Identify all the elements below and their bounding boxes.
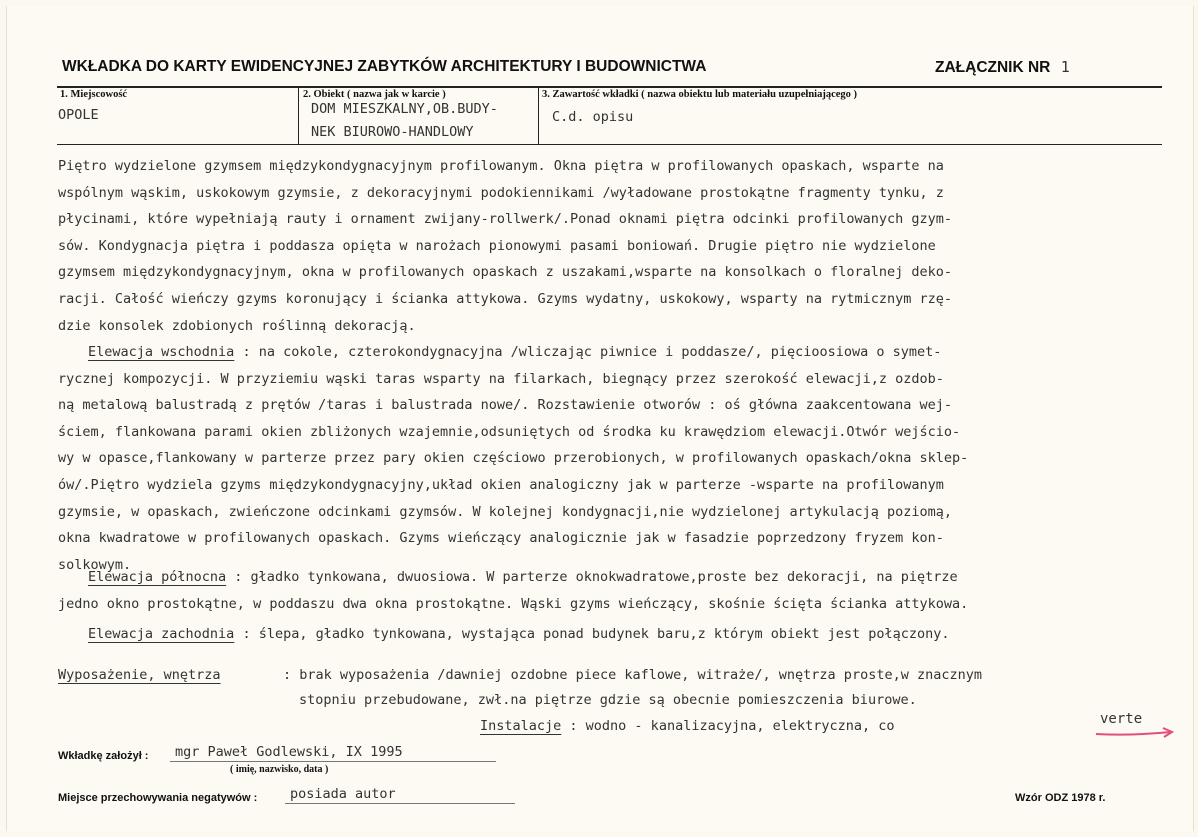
- installations-line: [480, 718, 895, 734]
- verte-note: verte: [1100, 711, 1143, 727]
- east-elevation-heading: Elewacja wschodnia: [88, 344, 235, 360]
- text-line: sów. Kondygnacja piętra i poddasza opięta w narożach pionowymi pasami boniowań. Drugie piętro nie wydzielone: [58, 237, 936, 254]
- place-label: 1. Miejscowość: [60, 89, 128, 100]
- text-line: solkowym.: [58, 556, 132, 573]
- text-line: wy w opasce,flankowany w parterze przez pary okien częściowo przerobionych, w profilowanych opaskach/okna sklep-: [58, 450, 969, 467]
- document-title: WKŁADKA DO KARTY EWIDENCYJNEJ ZABYTKÓW ARCHITEKTURY I BUDOWNICTWA: [62, 58, 707, 75]
- author-value: mgr Paweł Godlewski, IX 1995: [175, 744, 403, 760]
- text-line: Piętro wydzielone gzymsem międzykondygnacyjnym profilowanym. Okna piętra w profilowanych opaskach, wsparte na: [58, 158, 944, 174]
- text-line: rycznej kompozycji. W przyziemiu wąski taras wsparty na filarkach, biegnący przez szerokość elewacji,z ozdob-: [58, 370, 944, 387]
- interiors-line-2: stopniu przebudowane, zwł.na piętrze gdzie są obecnie pomieszczenia biurowe.: [299, 692, 917, 708]
- annex-number: 1: [1060, 58, 1070, 76]
- text-line: dzie konsolek zdobionych roślinną dekoracją.: [58, 317, 416, 334]
- text-line: gzymsem międzykondygnacyjnym, okna w profilowanych opaskach z uszakami,wsparte na konsolkach o floralnej deko-: [58, 264, 953, 281]
- text-line: ów/.Piętro wydziela gzyms międzykondygnacyjny,układ okien analogiczny jak w parterze -wsparte na profilowanym: [58, 476, 944, 493]
- east-elevation-paragraph: [58, 339, 1170, 578]
- text-line: okna kwadratowe w profilowanych opaskach. Gzyms wieńczący analogicznie jak w fasadzie poprzedzony fryzem kon-: [58, 530, 944, 547]
- text-line: [58, 339, 1170, 366]
- negatives-value: posiada autor: [290, 786, 396, 802]
- interiors-line-1: : brak wyposażenia /dawniej ozdobne piece kaflowe, witraże/, wnętrza proste,w znacznym: [283, 667, 982, 683]
- text-line: [58, 564, 1170, 591]
- text-line: gzymsie, w opaskach, zwieńczone odcinkami gzymsów. W kolejnej kondygnacji,nie wydzielonej artykulacją poziomą,: [58, 503, 953, 520]
- object-value-line-2: NEK BIUROWO-HANDLOWY: [311, 124, 474, 140]
- north-elevation-first-line: : gładko tynkowana, dwuosiowa. W parterze oknokwadratowe,proste bez dekoracji, na piętrze: [226, 569, 958, 585]
- north-elevation-heading: Elewacja północna: [88, 569, 227, 585]
- annex-label-text: ZAŁĄCZNIK NR: [935, 59, 1051, 76]
- text-line: [58, 621, 1170, 648]
- annex-label: [935, 58, 1070, 77]
- header-rule: [57, 86, 1162, 88]
- negatives-underline: [285, 803, 515, 804]
- installations-value: : wodno - kanalizacyjna, elektryczna, co: [561, 718, 895, 734]
- west-elevation-paragraph: [58, 621, 1170, 648]
- east-elevation-first-line: : na cokole, czterokondygnacyjna /wliczając piwnice i poddasze/, pięcioosiowa o symet-: [234, 344, 942, 360]
- content-label: 3. Zawartość wkładki ( nazwa obiektu lub materiału uzupełniającego ): [542, 89, 858, 100]
- object-value-line-1: DOM MIESZKALNY,OB.BUDY-: [311, 101, 498, 117]
- west-elevation-first-line: : ślepa, gładko tynkowana, wystająca ponad budynek baru,z którym obiekt jest połączony.: [234, 626, 950, 642]
- north-elevation-paragraph: [58, 564, 1170, 617]
- object-label: 2. Obiekt ( nazwa jak w karcie ): [303, 89, 446, 100]
- text-line: płycinami, które wypełniają rauty i ornament zwijany-rollwerk/.Ponad oknami piętra odcinki profilowanych gzym-: [58, 211, 953, 228]
- field-divider-2: [538, 88, 539, 144]
- text-line: ną metalową balustradą z prętów /taras i balustrada nowe/. Rozstawienie otworów : oś główna zaakcentowana wej-: [58, 397, 953, 414]
- interiors-heading: Wyposażenie, wnętrza: [58, 667, 221, 683]
- interiors-heading-wrap: [58, 667, 221, 683]
- field-divider-1: [298, 88, 299, 144]
- form-code: Wzór ODZ 1978 r.: [1015, 792, 1106, 804]
- verte-arrow-icon: [1095, 726, 1175, 740]
- content-value: C.d. opisu: [552, 109, 634, 125]
- west-elevation-heading: Elewacja zachodnia: [88, 626, 235, 642]
- author-label: Wkładkę założył :: [58, 750, 149, 762]
- author-hint: ( imię, nazwisko, data ): [230, 764, 329, 775]
- author-underline: [170, 761, 496, 762]
- text-line: wspólnym wąskim, uskokowym gzymsie, z dekoracyjnymi podokiennikami /wyładowane prostokątne fragmenty tynku, z: [58, 184, 944, 201]
- installations-heading: Instalacje: [480, 718, 562, 734]
- text-line: jedno okno prostokątne, w poddaszu dwa okna prostokątne. Wąski gzyms wieńczący, skośnie ścięta ścianka attykowa.: [58, 595, 969, 612]
- negatives-label: Miejsce przechowywania negatywów :: [58, 792, 258, 804]
- fields-bottom-rule: [57, 144, 1162, 145]
- text-line: ściem, flankowana parami okien zbliżonych wzajemnie,odsuniętych od środka ku krawędziom elewacji.Otwór wejścio-: [58, 423, 961, 440]
- description-paragraph-1: [58, 153, 1170, 339]
- text-line: racji. Całość wieńczy gzyms koronujący i ścianka attykowa. Gzyms wydatny, uskokowy, wsparty na rytmicznym rzę-: [58, 290, 953, 307]
- place-value: OPOLE: [58, 107, 99, 123]
